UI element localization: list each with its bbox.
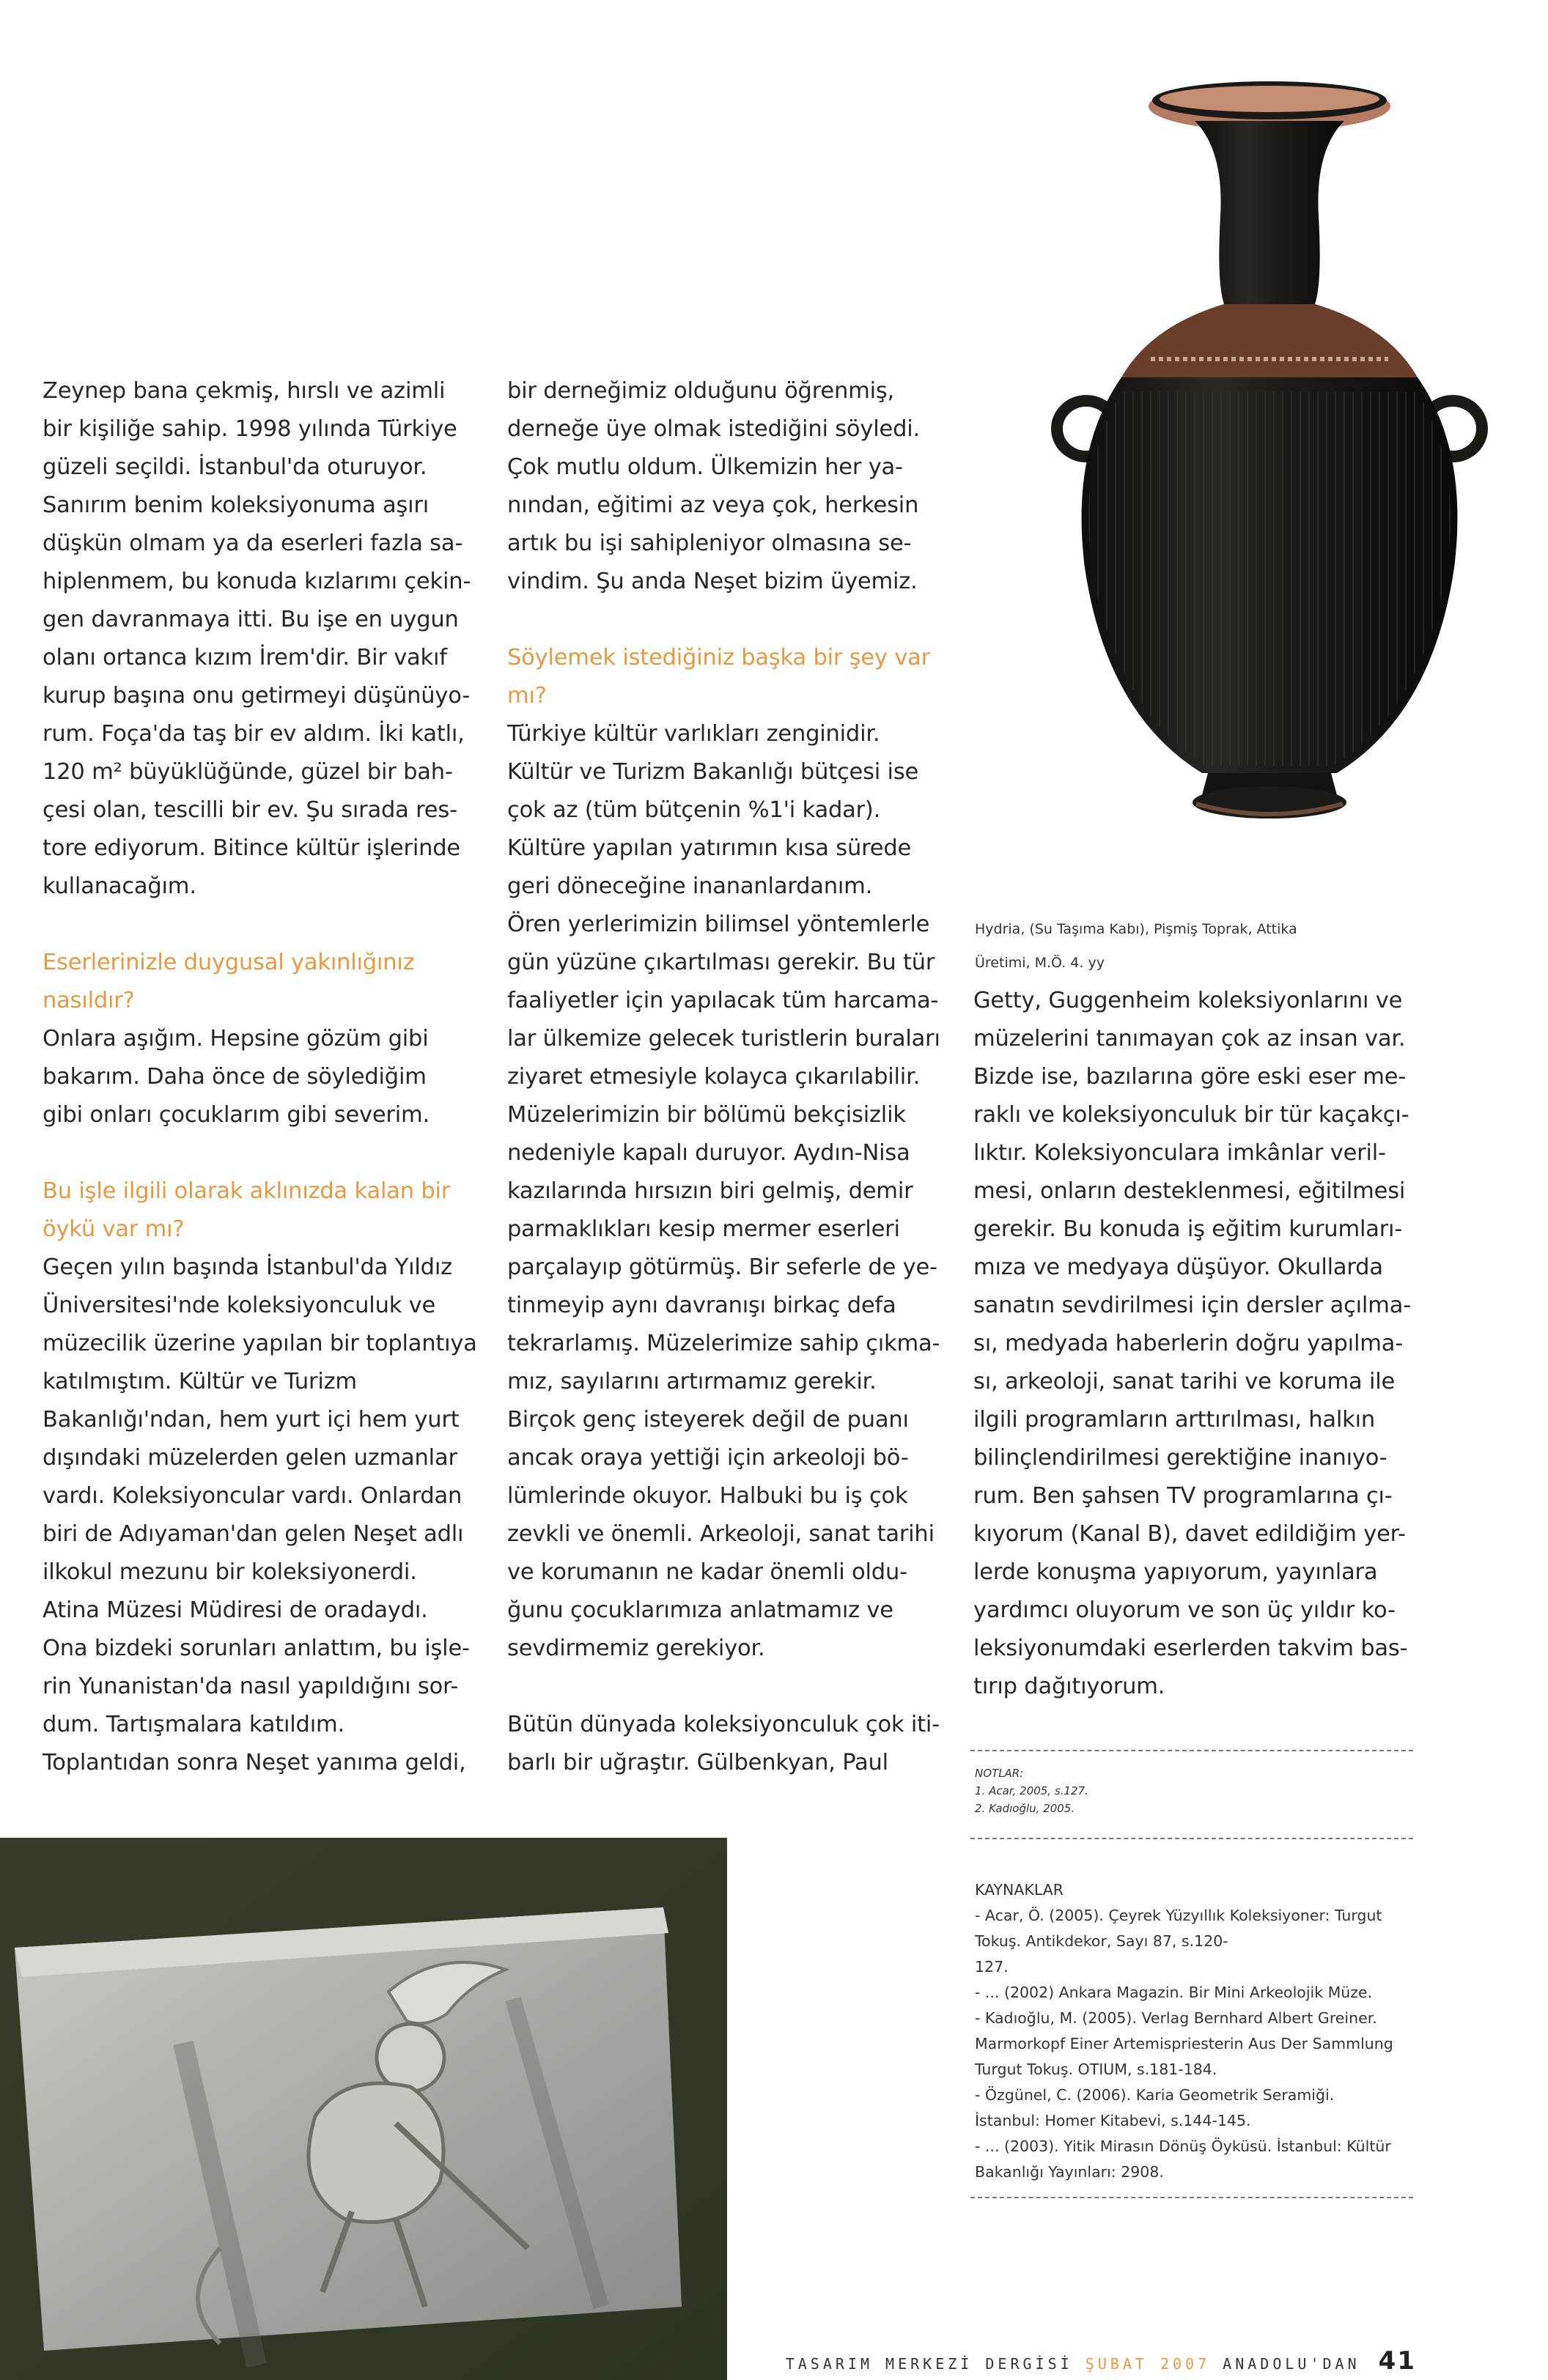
text-line: bilinçlendirilmesi gerektiğine inanıyo- — [973, 1445, 1387, 1471]
text-line: kurup başına onu getirmeyi düşünüyo- — [43, 683, 471, 709]
column-1 — [43, 372, 482, 1782]
text-line: Çok mutlu oldum. Ülkemizin her ya- — [507, 454, 903, 480]
question-line: Eserlerinizle duygusal yakınlığınız — [43, 950, 415, 975]
text-line: mesi, onların desteklenmesi, eğitilmesi — [973, 1178, 1406, 1204]
text-line: Kültür ve Turizm Bakanlığı bütçesi ise — [507, 759, 919, 785]
reference-line: İstanbul: Homer Kitabevi, s.144-145. — [975, 2112, 1251, 2129]
text-line: ziyaret etmesiyle kolayca çıkarılabilir. — [507, 1064, 921, 1090]
text-line: tırıp dağıtıyorum. — [973, 1674, 1165, 1699]
hydria-vase-photo — [1041, 70, 1495, 883]
text-line: bakarım. Daha önce de söylediğim — [43, 1064, 427, 1090]
page-footer — [786, 2346, 1416, 2376]
text-line: sevdirmemiz gerekiyor. — [507, 1636, 765, 1661]
text-line: Bizde ise, bazılarına göre eski eser me- — [973, 1064, 1407, 1090]
text-line: tekrarlamış. Müzelerimize sahip çıkma- — [507, 1331, 940, 1356]
text-line: nından, eğitimi az veya çok, herkesin — [507, 492, 919, 518]
text-line: 120 m² büyüklüğünde, güzel bir bah- — [43, 759, 453, 785]
text-line: biri de Adıyaman'dan gelen Neşet adlı — [43, 1521, 464, 1547]
text-line: hiplenmem, bu konuda kızlarımı çekin- — [43, 569, 471, 594]
notes-title: NOTLAR: — [975, 1767, 1024, 1780]
text-line: Bütün dünyada koleksiyonculuk çok iti- — [507, 1712, 940, 1737]
text-line: Onlara aşığım. Hepsine gözüm gibi — [43, 1026, 429, 1052]
text-line: lar ülkemize gelecek turistlerin buraları — [507, 1026, 940, 1052]
text-line: sanatın sevdirilmesi için dersler açılma- — [973, 1293, 1412, 1318]
text-line: müzecilik üzerine yapılan bir toplantıya — [43, 1331, 477, 1356]
text-line: lıktır. Koleksiyonculara imkânlar veril- — [973, 1140, 1386, 1166]
text-line: artık bu işi sahipleniyor olmasına se- — [507, 531, 912, 556]
text-line: kazılarında hırsızın biri gelmiş, demir — [507, 1178, 913, 1204]
text-line: faaliyetler için yapılacak tüm harcama- — [507, 988, 939, 1013]
reference-line: Tokuş. Antikdekor, Sayı 87, s.120- — [975, 1932, 1228, 1950]
text-line: gibi onları çocuklarım gibi severim. — [43, 1102, 430, 1128]
text-line: Zeynep bana çekmiş, hırslı ve azimli — [43, 378, 446, 404]
text-line: vindim. Şu anda Neşet bizim üyemiz. — [507, 569, 918, 594]
text-line: ilkokul mezunu bir koleksiyonerdi. — [43, 1559, 417, 1585]
text-line: geri döneceğine inananlardanım. — [507, 873, 873, 899]
text-line: dum. Tartışmalara katıldım. — [43, 1712, 344, 1737]
text-line: düşkün olmam ya da eserleri fazla sa- — [43, 531, 463, 556]
text-line: dışındaki müzelerden gelen uzmanlar — [43, 1445, 457, 1471]
text-line: çesi olan, tescilli bir ev. Şu sırada res- — [43, 797, 457, 823]
text-line: rum. Foça'da taş bir ev aldım. İki katlı, — [43, 721, 465, 747]
reference-line: - ... (2002) Ankara Magazin. Bir Mini Arkeolojik Müze. — [975, 1984, 1373, 2001]
divider-middle — [970, 1838, 1413, 1839]
text-line: gen davranmaya itti. Bu işe en uygun — [43, 607, 459, 632]
notes — [975, 1764, 1088, 1817]
text-line: Sanırım benim koleksiyonuma aşırı — [43, 492, 430, 518]
divider-top — [970, 1750, 1413, 1751]
text-line: olanı ortanca kızım İrem'dir. Bir vakıf — [43, 645, 447, 670]
text-line: Geçen yılın başında İstanbul'da Yıldız — [43, 1254, 452, 1280]
divider-bottom — [970, 2197, 1413, 2198]
text-line: gerekir. Bu konuda iş eğitim kurumları- — [973, 1216, 1403, 1242]
text-line: Ören yerlerimizin bilimsel yöntemlerle — [507, 912, 930, 937]
reference-line: - Özgünel, C. (2006). Karia Geometrik Seramiği. — [975, 2086, 1335, 2104]
text-line: vardı. Koleksiyoncular vardı. Onlardan — [43, 1483, 462, 1509]
text-line: mıza ve medyaya düşüyor. Okullarda — [973, 1254, 1383, 1280]
text-line: ğunu çocuklarımıza anlatmamız ve — [507, 1597, 893, 1623]
issue-date: ŞUBAT 2007 — [1085, 2355, 1211, 2373]
text-line: tinmeyip aynı davranışı birkaç defa — [507, 1293, 896, 1318]
references — [975, 1877, 1412, 2185]
page-number: 41 — [1378, 2346, 1416, 2376]
note-2: 2. Kadıoğlu, 2005. — [975, 1802, 1075, 1815]
text-line: Bakanlığı'ndan, hem yurt içi hem yurt — [43, 1407, 460, 1433]
answer-1 — [43, 1020, 482, 1134]
col2-tail — [507, 1706, 947, 1782]
reference-line: Turgut Tokuş. OTIUM, s.181-184. — [975, 2061, 1217, 2078]
caption-line: Üretimi, M.Ö. 4. yy — [975, 955, 1105, 971]
text-line: leksiyonumdaki eserlerden takvim bas- — [973, 1636, 1408, 1661]
text-line: Kültüre yapılan yatırımın kısa sürede — [507, 835, 912, 861]
text-line: lerde konuşma yapıyorum, yayınlara — [973, 1559, 1378, 1585]
text-line: Atina Müzesi Müdiresi de oradaydı. — [43, 1597, 428, 1623]
question-2 — [43, 1172, 482, 1249]
reference-line: Bakanlığı Yayınları: 2908. — [975, 2163, 1164, 2181]
text-line: çok az (tüm bütçenin %1'i kadar). — [507, 797, 881, 823]
text-line: kullanacağım. — [43, 873, 196, 899]
reference-line: - Acar, Ö. (2005). Çeyrek Yüzyıllık Koleksiyoner: Turgut — [975, 1907, 1382, 1924]
reference-line: Marmorkopf Einer Artemispriesterin Aus Der Sammlung — [975, 2035, 1393, 2052]
text-line: derneğe üye olmak istediğini söyledi. — [507, 416, 921, 442]
text-line: müzelerini tanımayan çok az insan var. — [973, 1026, 1406, 1052]
references-title: KAYNAKLAR — [975, 1881, 1064, 1899]
text-line: bir kişiliğe sahip. 1998 yılında Türkiye — [43, 416, 457, 442]
text-line: zevkli ve önemli. Arkeoloji, sanat tarihi — [507, 1521, 935, 1547]
text-line: ancak oraya yettiği için arkeoloji bö- — [507, 1445, 909, 1471]
text-line: sı, medyada haberlerin doğru yapılma- — [973, 1331, 1404, 1356]
reference-line: 127. — [975, 1958, 1009, 1976]
text-line: rum. Ben şahsen TV programlarına çı- — [973, 1483, 1393, 1509]
text-line: Türkiye kültür varlıkları zenginidir. — [507, 721, 880, 747]
references-list — [975, 1903, 1412, 2185]
text-line: mız, sayılarını artırmamız gerekir. — [507, 1369, 877, 1394]
reference-line: - ... (2003). Yitik Mirasın Dönüş Öyküsü. İstanbul: Kültür — [975, 2137, 1391, 2155]
col2-intro — [507, 372, 947, 601]
text-line: yardımcı oluyorum ve son üç yıldır ko- — [973, 1597, 1396, 1623]
text-line: gün yüzüne çıkartılması gerekir. Bu tür — [507, 950, 935, 975]
reference-line: - Kadıoğlu, M. (2005). Verlag Bernhard Albert Greiner. — [975, 2009, 1377, 2027]
text-line: sı, arkeoloji, sanat tarihi ve koruma ile — [973, 1369, 1396, 1394]
text-line: raklı ve koleksiyonculuk bir tür kaçakçı- — [973, 1102, 1409, 1128]
text-line: bir derneğimiz olduğunu öğrenmiş, — [507, 378, 895, 404]
text-line: lümlerinde okuyor. Halbuki bu iş çok — [507, 1483, 908, 1509]
text-line: katılmıştım. Kültür ve Turizm — [43, 1369, 357, 1394]
column-3 — [973, 982, 1413, 1706]
caption-line: Hydria, (Su Taşıma Kabı), Pişmiş Toprak, Attika — [975, 921, 1297, 937]
question-line: nasıldır? — [43, 988, 135, 1013]
text-line: parmaklıkları kesip mermer eserleri — [507, 1216, 900, 1242]
question-line: Söylemek istediğiniz başka bir şey var — [507, 645, 931, 670]
question-line: Bu işle ilgili olarak aklınızda kalan bir — [43, 1178, 451, 1204]
note-1: 1. Acar, 2005, s.127. — [975, 1784, 1088, 1797]
text-line: rin Yunanistan'da nasıl yapıldığını sor- — [43, 1674, 459, 1699]
text-line: Birçok genç isteyerek değil de puanı — [507, 1407, 909, 1433]
text-line: Müzelerimizin bir bölümü bekçisizlik — [507, 1102, 906, 1128]
text-line: güzeli seçildi. İstanbul'da oturuyor. — [43, 454, 427, 480]
answer-2 — [43, 1249, 482, 1782]
question-line: mı? — [507, 683, 547, 709]
question-line: öykü var mı? — [43, 1216, 185, 1242]
magazine-name: TASARIM MERKEZİ DERGİSİ — [785, 2355, 1073, 2373]
text-line: ve korumanın ne kadar önemli oldu- — [507, 1559, 907, 1585]
text-line: nedeniyle kapalı duruyor. Aydın-Nisa — [507, 1140, 910, 1166]
text-line: Getty, Guggenheim koleksiyonlarını ve — [973, 988, 1403, 1013]
text-line: barlı bir uğraştır. Gülbenkyan, Paul — [507, 1750, 888, 1775]
col3-body — [973, 982, 1413, 1706]
text-line: ilgili programların arttırılması, halkın — [973, 1407, 1376, 1433]
text-line: kıyorum (Kanal B), davet edildiğim yer- — [973, 1521, 1406, 1547]
text-line: Ona bizdeki sorunları anlattım, bu işle- — [43, 1636, 470, 1661]
text-line: tore ediyorum. Bitince kültür işlerinde — [43, 835, 460, 861]
relief-stone-photo — [0, 1838, 727, 2380]
question-3 — [507, 639, 947, 715]
text-line: Üniversitesi'nde koleksiyonculuk ve — [43, 1293, 436, 1318]
column-2 — [507, 372, 947, 1782]
col1-intro — [43, 372, 482, 906]
vase-caption — [975, 906, 1415, 987]
text-line: parçalayıp götürmüş. Bir seferle de ye- — [507, 1254, 937, 1280]
answer-3 — [507, 715, 947, 1668]
text-line: Toplantıdan sonra Neşet yanıma geldi, — [43, 1750, 466, 1775]
section-name: ANADOLU'DAN — [1223, 2355, 1360, 2373]
question-1 — [43, 944, 482, 1020]
